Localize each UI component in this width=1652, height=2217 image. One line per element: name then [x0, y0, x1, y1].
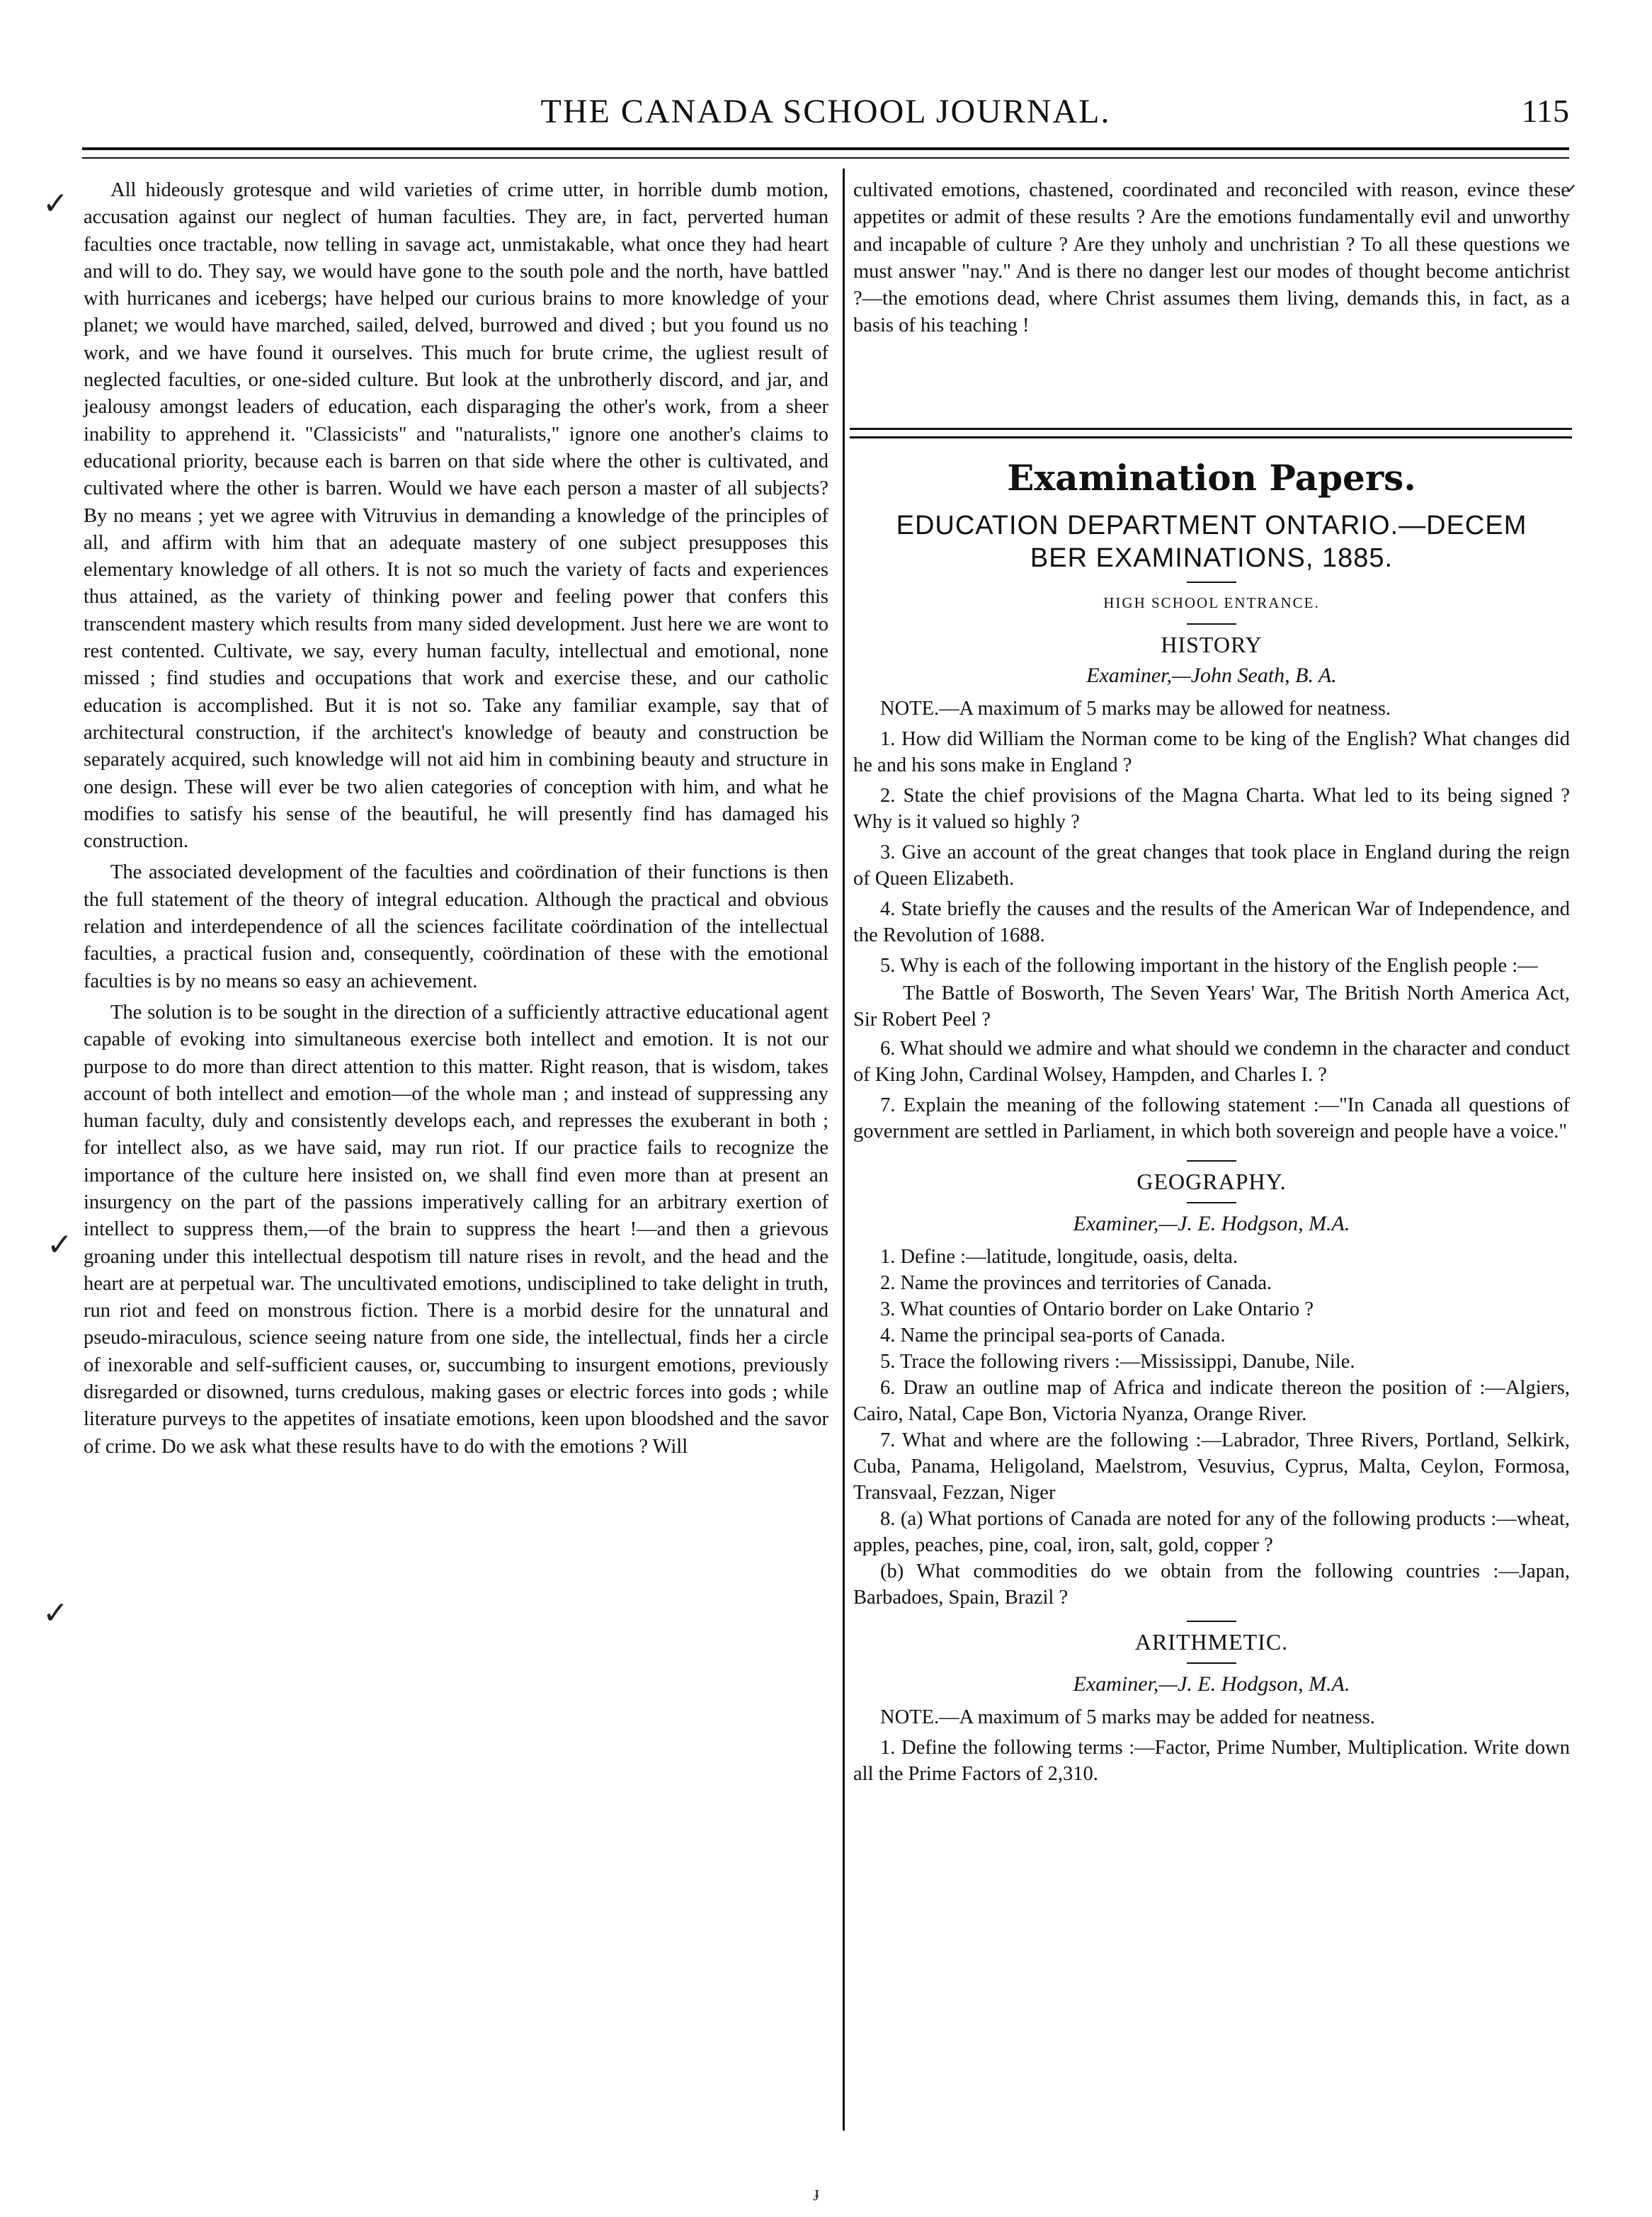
margin-tick-icon: ✓ — [42, 1595, 69, 1631]
page-number: 115 — [1521, 93, 1569, 129]
question: 1. How did William the Norman come to be king of the English? What changes did he and his sons make in England ? — [853, 728, 1570, 776]
short-rule — [1187, 1202, 1236, 1203]
header-rule-thick — [82, 147, 1569, 150]
question: 1. Define the following terms :—Factor, Prime Number, Multiplication. Write down all the Prime Factors of 2,310. — [853, 1737, 1570, 1785]
column-divider — [843, 169, 845, 2131]
question: 6. What should we admire and what should we condemn in the character and conduct of King John, Cardinal Wolsey, Hampden, and Charles I. ? — [853, 1038, 1570, 1086]
department-title-line: EDUCATION DEPARTMENT ONTARIO.—DECEM — [896, 511, 1527, 540]
question: 7. Explain the meaning of the following statement :—"In Canada all questions of government are settled in Parliament, in which both sovereign and people have a voice." — [853, 1094, 1570, 1142]
journal-title: THE CANADA SCHOOL JOURNAL. — [540, 93, 1111, 130]
question: 3. What counties of Ontario border on Lake Ontario ? — [880, 1298, 1314, 1320]
header-rule-thin — [82, 157, 1569, 159]
paragraph: All hideously grotesque and wild varieties of crime utter, in horrible dumb motion, accusation against our neglect of human faculties. They are, in fact, perverted human faculties once tractable, now telling in savage act, unmistakable, what once they had heart and will to do. They say, we would have gone to the south pole and the north, have battled with hurricanes and icebergs; have helped our curious brains to more knowledge of your planet; we would have marched, sailed, delved, burrowed and dived ; but you found us no work, and we have found it ourselves. This much for brute crime, the ugliest result of neglected faculties, or one-sided culture. But look at the unbrotherly discord, and jar, and jealousy amongst leaders of education, each disparaging the other's work, from a sheer inability to apprehend it. "Classicists" and "naturalists," ignore one another's claims to educational priority, because each is barren on that side where the other is cultivated, and cultivated where the other is barren. Would we have each person a master of all subjects? By no means ; yet we agree with Vitruvius in demanding a knowledge of the principles of all, and affirm with him that an adequate mastery of one subject presupposes this elementary knowledge of all others. It is not so much the variety of facts and experiences thus attained, as the variety of thinking power and feeling power that confers this transcendent mastery which results from many sided development. Just here we are wont to rest contented. Cultivate, we say, every human faculty, intellectual and emotional, none missed ; find studies and occupations that work and exercise these, and our catholic education is accomplished. But it is not so. Take any familiar example, say that of architectural construction, if the architect's knowledge of beauty and construction be separately acquired, such knowledge will not aid him in combining beauty and structure in one design. These will ever be two alien categories of conception with him, and what he modifies to satisfy his sense of the beautiful, he will presently find has damaged his construction. — [84, 179, 828, 853]
question-sub: The Battle of Bosworth, The Seven Years' War, The British North America Act, Sir Robert Peel ? — [853, 982, 1570, 1031]
short-rule — [1187, 582, 1236, 583]
footer-mark: ɟ — [814, 2183, 820, 2201]
paragraph: The associated development of the faculties and coördination of their functions is then the full statement of the theory of integral education. Although the practical and obvious relation and interdependence of all the sciences facilitate coördination of the intellectual faculties, a practical fusion and, consequently, coördination of these with the emotional faculties is by no means so easy an achievement. — [84, 861, 828, 992]
question: 5. Trace the following rivers :—Mississippi, Danube, Nile. — [880, 1351, 1355, 1373]
section-title: Examination Papers. — [1007, 457, 1416, 499]
question: 2. Name the provinces and territories of Canada. — [880, 1272, 1272, 1294]
examiner: Examiner,—J. E. Hodgson, M.A. — [1073, 1672, 1350, 1696]
margin-tick-icon: ✓ — [42, 186, 69, 222]
question: 8. (a) What portions of Canada are noted for any of the following products :—wheat, apples, peaches, pine, coal, iron, salt, gold, copper ? — [853, 1508, 1570, 1556]
margin-mark-icon: ᐟ — [1567, 181, 1576, 205]
question: 4. Name the principal sea-ports of Canada. — [880, 1325, 1226, 1346]
question: 6. Draw an outline map of Africa and indicate thereon the position of :—Algiers, Cairo, Natal, Cape Bon, Victoria Nyanza, Orange River. — [853, 1377, 1570, 1425]
short-rule — [1187, 1662, 1236, 1664]
question: 2. State the chief provisions of the Magna Charta. What led to its being signed ? Why is it valued so highly ? — [853, 785, 1570, 833]
question: (b) What commodities do we obtain from the following countries :—Japan, Barbadoes, Spain, Brazil ? — [853, 1560, 1570, 1609]
section-rule — [850, 436, 1572, 438]
paragraph: cultivated emotions, chastened, coordinated and reconciled with reason, evince these appetites or admit of these results ? Are the emotions fundamentally evil and unworthy and incapable of culture ? Are they unholy and unchristian ? To all these questions we must answer "nay." And is there no danger lest our modes of thought become antichrist ?—the emotions dead, where Christ assumes them living, demands this, in fact, as a basis of his teaching ! — [853, 179, 1570, 337]
running-head — [82, 92, 1569, 142]
short-rule — [1187, 1621, 1236, 1622]
margin-tick-icon: ✓ — [47, 1227, 73, 1263]
question: 1. Define :—latitude, longitude, oasis, delta. — [880, 1246, 1238, 1268]
subject-title: ARITHMETIC. — [1134, 1629, 1289, 1655]
subject-title: GEOGRAPHY. — [1137, 1169, 1287, 1194]
note: NOTE.—A maximum of 5 marks may be allowed for neatness. — [880, 698, 1391, 720]
question: 3. Give an account of the great changes that took place in England during the reign of Queen Elizabeth. — [853, 841, 1570, 890]
examination-papers — [853, 453, 1570, 1791]
short-rule — [1187, 1160, 1236, 1162]
right-column-continuation — [853, 177, 1570, 344]
question: 7. What and where are the following :—Labrador, Three Rivers, Portland, Selkirk, Cuba, Panama, Heligoland, Maelstrom, Vesuvius, Cyprus, Malta, Ceylon, Formosa, Transvaal, Fezzan, Niger — [853, 1429, 1570, 1504]
subject-title: HISTORY — [1161, 632, 1263, 657]
department-title-line: BER EXAMINATIONS, 1885. — [1030, 543, 1394, 573]
paragraph: The solution is to be sought in the direction of a sufficiently attractive educational agent capable of evoking into simultaneous exercise both intellect and emotion. It is not our purpose to do more than direct attention to this matter. Right reason, that is wisdom, takes account of both intellect and emotion—of the whole man ; and instead of suppressing any human faculty, duly and consistently develops each, and represses the exuberant in both ; for intellect also, as we have said, may run riot. If our practice fails to recognize the importance of the culture here insisted on, we shall find even more than at present an insurgency on the part of the passions imperatively calling for an arbitrary exertion of intellect to suppress them,—of the brain to suppress the heart !—and then a grievous groaning under this intellectual despotism till nature rises in revolt, and the head and the heart are at perpetual war. The uncultivated emotions, undisciplined to take delight in truth, run riot and feed on monstrous fiction. There is a morbid desire for the unnatural and pseudo-miraculous, science seeing nature from one side, the intellectual, finds her a circle of inexorable and self-sufficient causes, or, succumbing to insurgent emotions, previously disregarded or disowned, turns credulous, making gases or electric forces into gods ; while literature purveys to the appetites of insatiate emotions, keen upon bloodshed and the savor of crime. Do we ask what these results have to do with the emotions ? Will — [84, 1001, 828, 1458]
note: NOTE.—A maximum of 5 marks may be added for neatness. — [880, 1706, 1375, 1728]
exam-level: HIGH SCHOOL ENTRANCE. — [1103, 594, 1320, 611]
short-rule — [1187, 623, 1236, 625]
left-column — [84, 177, 828, 1465]
question: 4. State briefly the causes and the results of the American War of Independence, and the Revolution of 1688. — [853, 898, 1570, 946]
question: 5. Why is each of the following important in the history of the English people :— — [880, 955, 1538, 977]
department-title — [853, 509, 1570, 574]
section-rule — [850, 428, 1572, 430]
examiner: Examiner,—John Seath, B. A. — [1086, 664, 1337, 687]
examiner: Examiner,—J. E. Hodgson, M.A. — [1073, 1212, 1350, 1235]
